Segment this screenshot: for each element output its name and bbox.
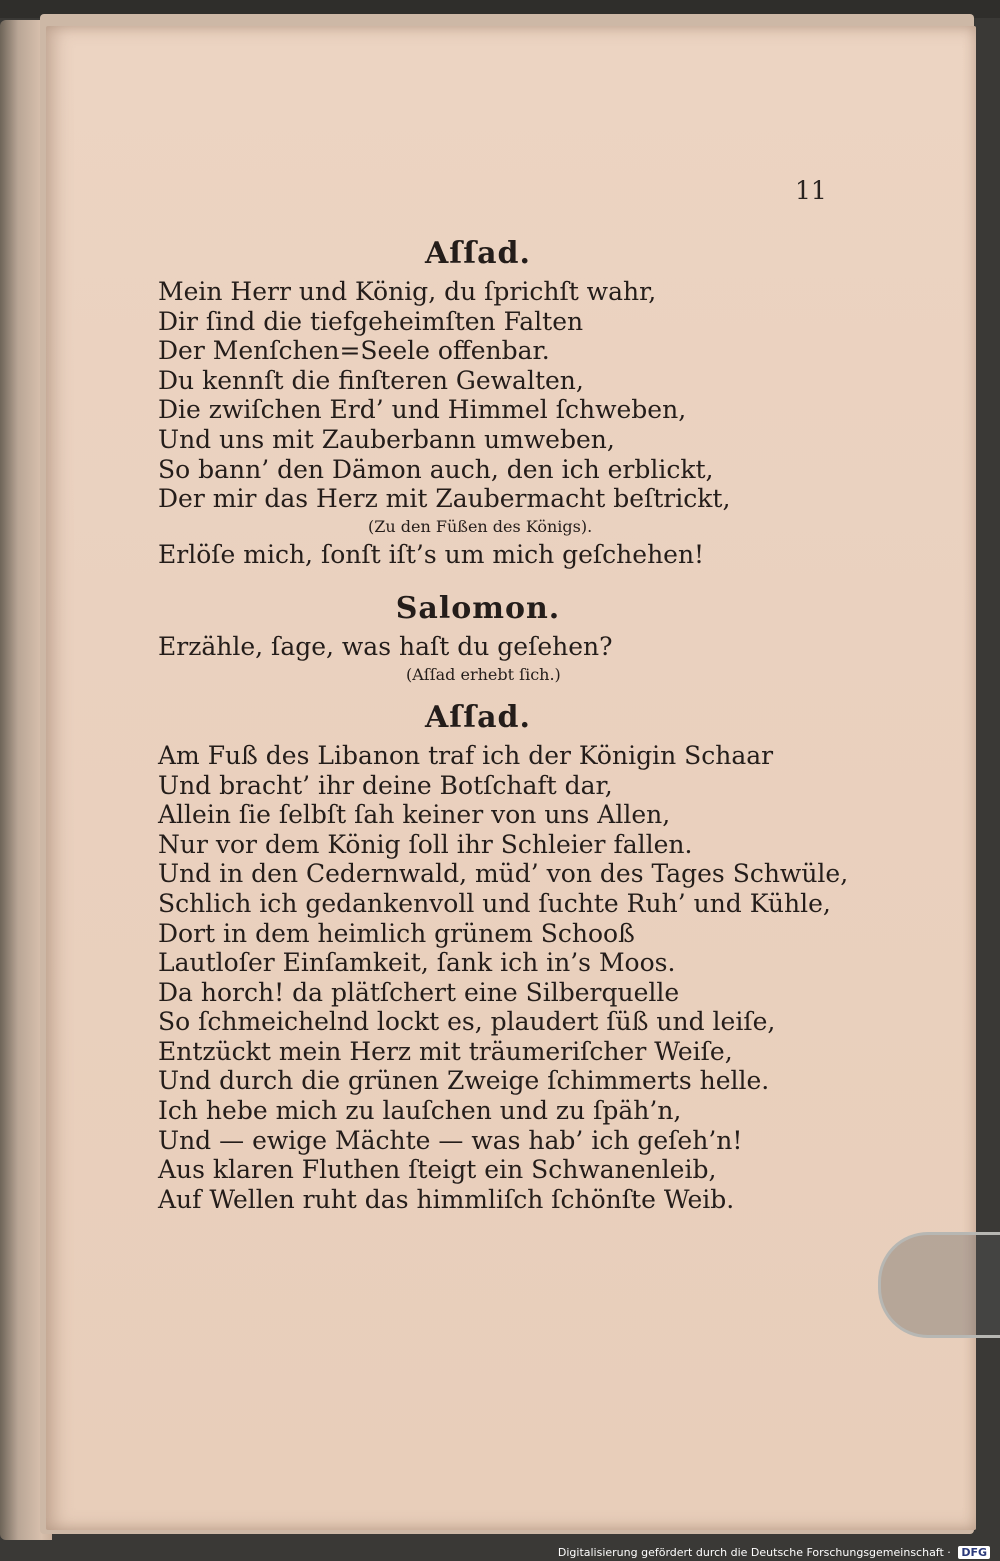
verse-line: Nur vor dem König ſoll ihr Schleier fallen.	[158, 829, 693, 859]
verse-line: Mein Herr und König, du ſprichſt wahr,	[158, 277, 657, 306]
stage-direction: (Zu den Füßen des Königs).	[368, 516, 593, 536]
verse-line: So bann’ den Dämon auch, den ich erblickt,	[158, 454, 714, 484]
verse-line: Da horch! da plätſchert eine Silberquelle	[158, 977, 680, 1007]
verse-line: So ſchmeichelnd lockt es, plaudert ſüß und leiſe,	[158, 1007, 776, 1037]
verse-line: Erlöſe mich, ſonſt iſt’s um mich geſchehen!	[158, 539, 705, 569]
verse-line: Lautloſer Einſamkeit, ſank ich in’s Moos.	[158, 948, 676, 978]
verse-line: Und bracht’ ihr deine Botſchaft dar,	[158, 770, 613, 800]
verse-line: Aus klaren Fluthen ſteigt ein Schwanenleib,	[158, 1155, 717, 1185]
verse-line: Und in den Cedernwald, müd’ von des Tages Schwüle,	[158, 859, 849, 889]
credit-text: Digitalisierung gefördert durch die Deutsche Forschungsgemeinschaft	[557, 1546, 944, 1559]
verse-line: Und durch die grünen Zweige ſchimmerts helle.	[158, 1066, 770, 1096]
verse-line: Und uns mit Zauberbann umweben,	[158, 424, 615, 454]
verse-line: Auf Wellen ruht das himmliſch ſchönſte Weib.	[158, 1184, 735, 1214]
verse-line: Du kennſt die finſteren Gewalten,	[158, 365, 584, 395]
speaker-heading: Aſſad.	[425, 699, 531, 735]
digitization-credit: Digitalisierung gefördert durch die Deutsche Forschungsgemeinschaft · DFG	[558, 1546, 990, 1559]
verse-line: Dort in dem heimlich grünem Schooß	[158, 918, 635, 948]
verse-line: Erzähle, ſage, was haſt du geſehen?	[158, 632, 613, 662]
speaker-heading: Aſſad.	[425, 236, 531, 271]
verse-line: Und — ewige Mächte — was hab’ ich geſeh’n!	[158, 1125, 743, 1155]
verse-line: Dir ſind die tiefgeheimſten Falten	[158, 306, 584, 336]
page-text	[158, 228, 858, 1214]
verse-line: Allein ſie ſelbſt ſah keiner von uns Allen,	[158, 800, 671, 830]
page-number: 11	[795, 176, 827, 205]
stage-direction: (Aſſad erhebt ſich.)	[406, 664, 561, 684]
speaker-heading: Salomon.	[395, 591, 561, 627]
verse-line: Ich hebe mich zu lauſchen und zu ſpäh’n,	[158, 1096, 682, 1126]
verse-line: Die zwiſchen Erd’ und Himmel ſchweben,	[158, 395, 687, 425]
verse-line: Der mir das Herz mit Zaubermacht beſtrickt,	[158, 484, 731, 514]
verse-line: Schlich ich gedankenvoll und ſuchte Ruh’ und Kühle,	[158, 888, 831, 918]
verse-line: Entzückt mein Herz mit träumeriſcher Weiſe,	[158, 1036, 733, 1066]
dfg-logo: DFG	[958, 1546, 990, 1559]
verse-line: Am Fuß des Libanon traf ich der Königin Schaar	[158, 740, 774, 770]
scanner-clip	[878, 1232, 1000, 1338]
verse-line: Der Menſchen=Seele offenbar.	[158, 336, 550, 366]
